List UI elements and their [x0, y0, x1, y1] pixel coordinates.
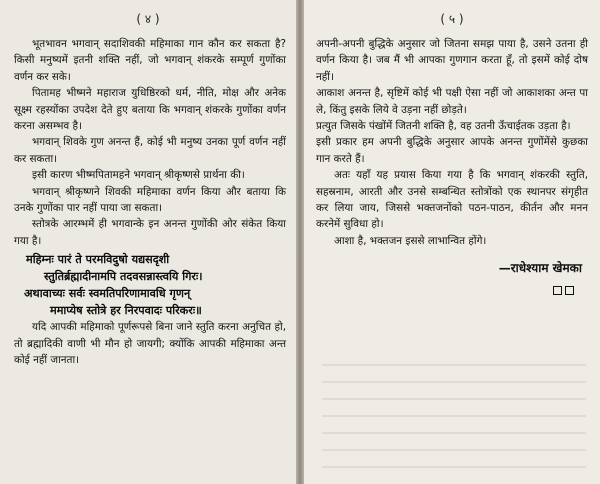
paragraph: भगवान् शिवके गुण अनन्त हैं, कोई भी मनुष्य उनका पूर्ण वर्णन नहीं कर सकता।: [14, 136, 286, 165]
author-signature: —राधेश्याम खेमका: [498, 261, 582, 276]
paragraph: यदि आपकी महिमाको पूर्णरूपसे बिना जाने स्तुति करना अनुचित हो, तो ब्रह्मादिकी वाणी भी मौन हो जायगी; क्योंकि आपकी महिमाका अन्त कोई नहीं जानता।: [14, 321, 286, 367]
paragraph: भगवान् श्रीकृष्णने शिवकी महिमाका वर्णन किया और बताया कि उनके गुणोंका पार नहीं पाया जा सकता।: [14, 185, 286, 215]
verse-line: महिम्नः पारं ते परमविदुषो यद्यसदृशी: [26, 253, 170, 267]
book-gutter: [296, 0, 304, 484]
paragraph: इसी प्रकार हम अपनी बुद्धिके अनुसार आपके अनन्त गुणोंमेंसे कुछका गान करते हैं।: [316, 136, 588, 165]
verse-line: अथावाच्यः सर्वः स्वमतिपरिणामावधि गृणन्: [24, 287, 191, 301]
paragraph: अपनी-अपनी बुद्धिके अनुसार जो जितना समझ पाया है, उसने उतना ही वर्णन किया है। जब मैं भी आपका गुणगान करता हूँ, तो इसमें कोई दोष नहीं।: [316, 38, 588, 83]
paragraph: अतः यहाँ यह प्रयास किया गया है कि भगवान् शंकरकी स्तुति, सहस्रनाम, आरती और उनसे सम्बन्धित स्तोत्रोंको एक स्थानपर संगृहीत कर लिया जाय, जिससे भक्तजनोंको पठन-पाठन, कीर्तन और मनन करनेमें सुविधा हो।: [316, 169, 588, 231]
page-number-right: ( ५ ): [440, 12, 464, 26]
square-ornament-icon: [553, 286, 562, 295]
sanskrit-verse: [14, 251, 286, 319]
right-page: [304, 0, 600, 484]
paragraph: आकाश अनन्त है, सृष्टिमें कोई भी पक्षी ऐसा नहीं जो आकाशका अन्त पा ले, किंतु इसके लिये वे उड़ना नहीं छोड़ते।: [316, 87, 588, 116]
square-ornament-icon: [565, 286, 574, 295]
verse-line: स्तुतिर्ब्रह्मादीनामपि तदवसन्नास्त्वयि गिरः।: [44, 270, 203, 284]
end-ornament: [316, 280, 588, 299]
verse-line: ममाप्येष स्तोत्रे हर निरपवादः परिकरः॥: [50, 304, 202, 318]
left-page: [0, 0, 296, 484]
paragraph: स्तोत्रके आरम्भमें ही भगवान्के इन अनन्त गुणोंकी ओर संकेत किया गया है।: [14, 218, 286, 247]
paragraph: भूतभावन भगवान् सदाशिवकी महिमाका गान कौन कर सकता है? किसी मनुष्यमें इतनी शक्ति नहीं, जो भगवान् शंकरके सम्पूर्ण गुणोंका वर्णन कर सके।: [14, 38, 286, 83]
paragraph: पितामह भीष्मने महाराज युधिष्ठिरको धर्म, नीति, मोक्ष और अनेक सूक्ष्म रहस्योंका उपदेश देते हुए बताया कि भगवान् शंकरके गुणोंका वर्णन करना असम्भव है।: [14, 87, 286, 133]
show-through-text: [322, 354, 586, 474]
page-number-left: ( ४ ): [136, 12, 160, 26]
paragraph: इसी कारण भीष्मपितामहने भगवान् श्रीकृष्णसे प्रार्थना की।: [32, 169, 245, 182]
paragraph: प्रत्युत जिसके पंखोंमें जितनी शक्ति है, वह उतनी ऊँचाईतक उड़ता है।: [316, 120, 571, 133]
paragraph: आशा है, भक्तजन इससे लाभान्वित होंगे।: [334, 234, 487, 247]
